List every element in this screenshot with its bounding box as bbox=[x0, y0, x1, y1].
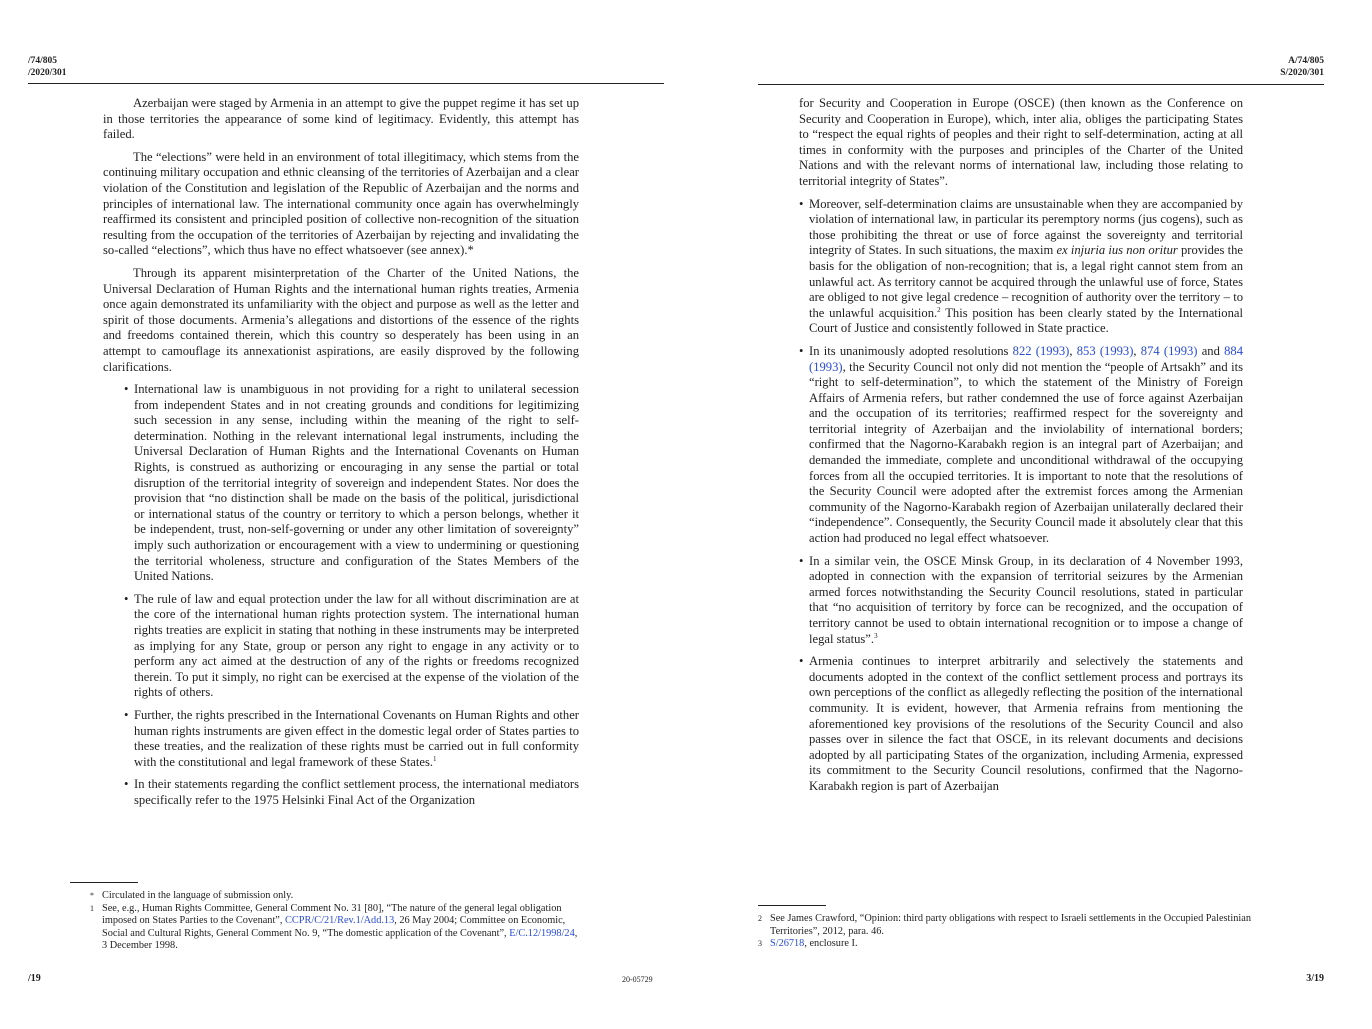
separator: , bbox=[1069, 343, 1077, 358]
footnote-mark: * bbox=[90, 891, 94, 900]
latin-maxim: ex injuria ius non oritur bbox=[1056, 243, 1178, 258]
header-rule bbox=[28, 83, 664, 84]
page-number: /19 bbox=[28, 973, 41, 984]
bullet-item bbox=[124, 708, 579, 770]
bullet-text: Moreover, self-determination claims are unsustainable when they are accompanied by violation of international law, in particular its peremptory norms (jus cogens), such as those prohibiting the threat or use of force against the sovereignty and territorial integrity of States. In such situations, the maxim bbox=[809, 196, 1243, 258]
footnote-mark: 1 bbox=[90, 903, 94, 913]
job-number: 20-05729 bbox=[622, 975, 653, 984]
footnote-mark: 3 bbox=[758, 939, 762, 949]
bullet-text: provides the basis for the obligation of non-recognition; that is, a legal right cannot stem from an unlawful act. As territory cannot be acquired through the unlawful use of force, States are obliged to not give legal credence – recognition of authority over the territory – to the unlawful acquisition. bbox=[809, 243, 1243, 320]
bullet-text: In their statements regarding the conflict settlement process, the international mediators specifically refer to the 1975 Helsinki Final Act of the Organization bbox=[134, 777, 579, 807]
bullet-icon: • bbox=[799, 343, 804, 358]
symbol-line-1: A/74/805 bbox=[1288, 56, 1324, 66]
bullet-icon: • bbox=[799, 196, 804, 211]
bullet-item bbox=[124, 382, 579, 585]
document-link[interactable]: S/26718 bbox=[770, 938, 805, 950]
bullet-icon: • bbox=[124, 777, 129, 792]
bullet-item bbox=[799, 654, 1243, 794]
bullet-item bbox=[799, 344, 1243, 547]
bullet-text: This position has been clearly stated by the International Court of Justice and consistently followed in State practice. bbox=[809, 305, 1243, 336]
footnote-reference[interactable]: 1 bbox=[433, 754, 437, 763]
footnote-rule bbox=[70, 882, 138, 883]
resolution-link[interactable]: 874 (1993) bbox=[1140, 343, 1198, 358]
bullet-icon: • bbox=[799, 654, 804, 669]
footnote-3 bbox=[758, 938, 1258, 951]
footnotes bbox=[758, 913, 1258, 951]
right-page bbox=[686, 0, 1372, 1029]
footnote-text: See James Crawford, “Opinion: third party obligations with respect to Israeli settlements in the Occupied Palestinian Territories”, 2012, para. 46. bbox=[770, 913, 1251, 937]
bullet-text: , the Security Council not only did not mention the “people of Artsakh” and its “right to self-determination”, to which the statement of the Ministry of Foreign Affairs of Armenia refers, but rather condemned the use of force against Azerbaijan and the occupation of its territories; reaffirmed respect for the sovereignty and territorial integrity of Azerbaijan and the inviolability of international borders; confirmed that the Nagorno-Karabakh region is an integral part of Azerbaijan; and demanded the immediate, complete and unconditional withdrawal of the occupying forces from all the occupied territories. It is important to note that the resolutions of the Security Council were adopted after the extremist forces among the Armenian community of the Nagorno-Karabakh region of Azerbaijan unilaterally declared their “independence”. Consequently, the Security Council made it absolutely clear that this action had produced no legal effect whatsoever. bbox=[809, 359, 1243, 546]
bullet-text: International law is unambiguous in not providing for a right to unilateral secession from independent States and in not creating grounds and conditions for legitimizing such secession in any sense, including within the meaning of the right to self-determination. Nothing in the relevant international legal instruments, including the Universal Declaration of Human Rights and the International Covenants on Human Rights, is construed as authorizing or encouraging in any sense the partial or total disruption of the territorial integrity of sovereign and independent States. Nor does the provision that “no distinction shall be made on the basis of the political, jurisdictional or international status of the country or territory to which a person belongs, whether it be independent, trust, non-self-governing or under any other limitation of sovereignty” imply such authorization or encouragement with a view to undermining or questioning the territorial wholeness, structure and configuration of the States Members of the United Nations. bbox=[134, 382, 579, 584]
bullet-item bbox=[124, 592, 579, 701]
symbol-line-2: S/2020/301 bbox=[1280, 68, 1324, 78]
footnote-text: , enclosure I. bbox=[804, 938, 858, 950]
footnote-1 bbox=[90, 903, 580, 953]
bullet-text: In a similar vein, the OSCE Minsk Group, in its declaration of 4 November 1993, adopted in connection with the expansion of territorial seizures by the Armenian armed forces notwithstanding the Security Council resolutions, stated in particular that “no acquisition of territory by force can be recognized, and the occupation of territory cannot be used to obtain international recognition or to impose a change of legal status”. bbox=[809, 553, 1243, 646]
bullet-icon: • bbox=[799, 553, 804, 568]
document-link[interactable]: CCPR/C/21/Rev.1/Add.13 bbox=[285, 915, 395, 927]
page-number: 3/19 bbox=[1306, 973, 1324, 984]
bullet-icon: • bbox=[124, 382, 129, 397]
body-text bbox=[799, 96, 1243, 802]
resolution-link[interactable]: 884 (1993) bbox=[809, 343, 1243, 374]
footnote-text: , 26 May 2004; Committee on Economic, Social and Cultural Rights, General Comment No. 9, “The domestic application of the Covenant”, bbox=[102, 915, 566, 939]
document-symbol bbox=[28, 55, 67, 79]
paragraph: Azerbaijan were staged by Armenia in an attempt to give the puppet regime it has set up in those territories the appearance of some kind of legitimacy. Evidently, this attempt has failed. bbox=[103, 96, 579, 142]
bullet-text: Armenia continues to interpret arbitrarily and selectively the statements and documents adopted in the context of the conflict settlement process and portrays its own perceptions of the conflict as allegedly reflecting the position of the international community. It is evident, however, that Armenia refrains from mentioning the aforementioned key provisions of the resolutions of the Security Council and also passes over in silence the fact that OSCE, in its relevant documents and decisions adopted by all participating States of the organization, including Armenia, expressed its commitment to the Security Council resolutions, confirmed that the Nagorno-Karabakh region is part of Azerbaijan bbox=[809, 654, 1243, 793]
footnote-star bbox=[90, 890, 580, 903]
symbol-line-1: /74/805 bbox=[28, 56, 58, 66]
resolution-link[interactable]: 822 (1993) bbox=[1012, 343, 1070, 358]
bullet-item bbox=[124, 777, 579, 808]
footnote-text: , 3 December 1998. bbox=[102, 927, 578, 952]
resolution-link[interactable]: 853 (1993) bbox=[1076, 343, 1134, 358]
document-symbol bbox=[1280, 55, 1324, 79]
bullet-item bbox=[799, 554, 1243, 648]
footnote-mark: 2 bbox=[758, 914, 762, 923]
separator: and bbox=[1197, 343, 1225, 358]
footnote-rule bbox=[758, 905, 826, 906]
footnote-reference[interactable]: 2 bbox=[937, 305, 941, 314]
footnotes bbox=[90, 890, 580, 953]
separator: , bbox=[1133, 343, 1141, 358]
bullet-text: The rule of law and equal protection under the law for all without discrimination are at the core of the international human rights protection system. The international human rights treaties are explicit in stating that nothing in these instruments may be interpreted as implying for any State, group or person any right to engage in any activity or to perform any act aimed at the destruction of any of the rights or freedoms recognized therein. To put it simply, no right can be exercised at the expense of the violation of the rights of others. bbox=[134, 591, 579, 700]
body-text bbox=[103, 96, 579, 816]
paragraph: Through its apparent misinterpretation of the Charter of the United Nations, the Universal Declaration of Human Rights and the international human rights treaties, Armenia once again demonstrated its unfamiliarity with the object and purpose as well as the letter and spirit of those documents. Armenia’s allegations and distortions of the essence of the rights and freedoms contained therein, which this country so desperately has been using in an attempt to camouflage its annexationist aspirations, are easily disproved by the following clarifications. bbox=[103, 265, 579, 374]
bullet-text: Further, the rights prescribed in the International Covenants on Human Rights and other human rights instruments are given effect in the domestic legal order of States parties to these treaties, and the realization of these rights must be carried out in full conformity with the constitutional and legal framework of these States. bbox=[134, 707, 579, 769]
document-link[interactable]: E/C.12/1998/24 bbox=[509, 927, 575, 939]
paragraph: The “elections” were held in an environment of total illegitimacy, which stems from the continuing military occupation and ethnic cleansing of the territories of Azerbaijan and a clear violation of the Constitution and legislation of the Republic of Azerbaijan and the norms and principles of international law. The international community once again has overwhelmingly reaffirmed its consistent and principled position of collective non-recognition of the situation resulting from the occupation of the territories of Azerbaijan by rejecting and invalidating the so-called “elections”, which thus have no effect whatsoever (see annex).* bbox=[103, 149, 579, 258]
footnote-2 bbox=[758, 913, 1258, 938]
bullet-icon: • bbox=[124, 707, 129, 722]
continuation-paragraph: for Security and Cooperation in Europe (OSCE) (then known as the Conference on Security and Cooperation in Europe), which, inter alia, obliges the participating States to “respect the equal rights of peoples and their right to self-determination, acting at all times in conformity with the purposes and principles of the Charter of the United Nations and with the relevant norms of international law, including those relating to territorial integrity of States”. bbox=[799, 96, 1243, 188]
bullet-icon: • bbox=[124, 591, 129, 606]
header-rule bbox=[758, 84, 1324, 85]
footnote-reference[interactable]: 3 bbox=[874, 631, 878, 640]
bullet-text: In its unanimously adopted resolutions bbox=[809, 343, 1013, 358]
bullet-item bbox=[799, 197, 1243, 337]
footnote-text: Circulated in the language of submission only. bbox=[102, 890, 294, 901]
footnote-text: See, e.g., Human Rights Committee, General Comment No. 31 [80], “The nature of the general legal obligation imposed on States Parties to the Covenant”, bbox=[102, 902, 562, 927]
symbol-line-2: /2020/301 bbox=[28, 68, 67, 78]
